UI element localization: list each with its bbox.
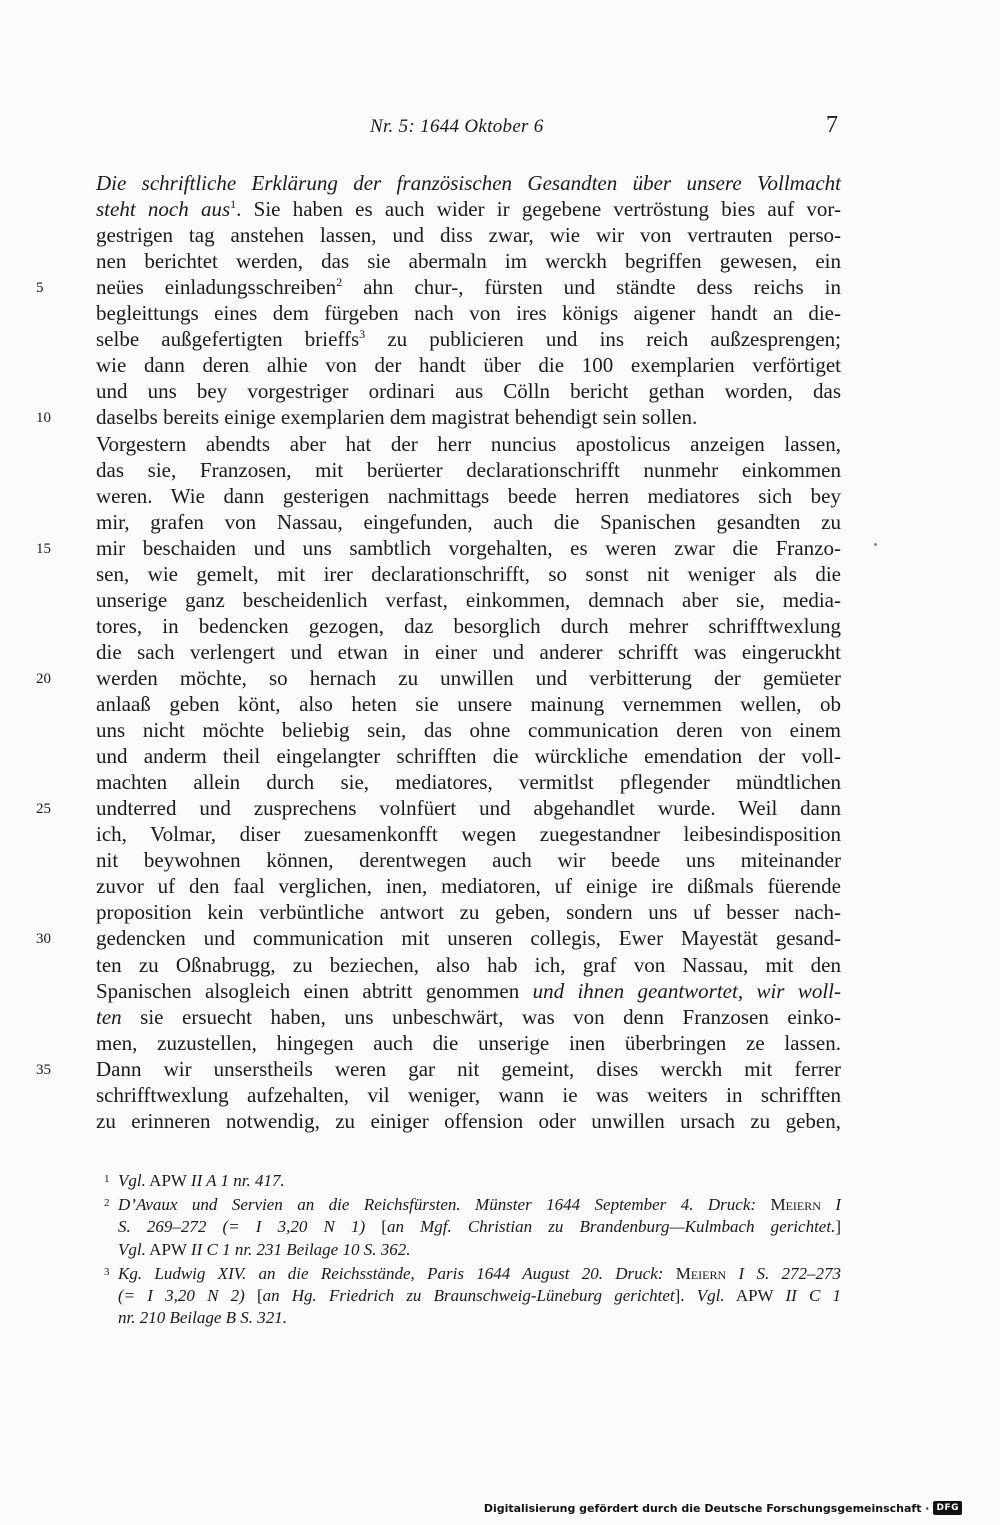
line-text: selbe außgefertigten brieffs$^3$ zu publicieren und ins reich außzesprengen;: [96, 327, 841, 352]
line-text: daselbs bereits einige exemplarien dem magistrat behendigt sein sollen.: [96, 405, 698, 430]
line-number: 5: [36, 280, 44, 297]
footnote-mark: 1: [104, 1173, 110, 1185]
line-text: Dann wir unserstheils weren gar nit gemeint, dises werckh mit ferrer: [96, 1056, 841, 1081]
footnote-mark: 2: [104, 1197, 110, 1210]
text-line: [0, 743, 1000, 769]
footnote-ref: 3: [359, 327, 366, 342]
line-text: mir beschaiden und uns sambtlich vorgehalten, es weren zwar die Franzo-: [96, 535, 841, 560]
line-text: nit beywohnen können, derentwegen auch wir beede uns miteinander: [96, 848, 841, 873]
text-line: [0, 925, 1000, 951]
line-text: machten allein durch sie, mediatores, vermitlst pflegender mündtlichen: [96, 770, 841, 795]
line-text: neües einladungsschreiben$^2$ ahn chur-, fürsten und ständte dess reichs in: [96, 275, 841, 300]
running-head: Nr. 5: 1644 Oktober 6: [370, 116, 544, 137]
line-text: weren. Wie dann gesterigen nachmittags beede herren mediatores sich bey: [96, 483, 841, 508]
text-line: [0, 431, 1000, 457]
line-text: zuvor uf den faal verglichen, inen, mediatoren, uf einige ire dißmals füerende: [96, 874, 841, 899]
line-number: 25: [36, 801, 51, 818]
line-number: 20: [36, 670, 51, 687]
line-text: begleittungs eines dem fürgeben nach von ires königs aigener handt an die-: [96, 301, 841, 326]
line-text: werden möchte, so hernach zu unwillen und verbitterung der gemüeter: [96, 665, 841, 690]
line-text: Vorgestern abendts aber hat der herr nuncius apostolicus anzeigen lassen,: [96, 431, 841, 456]
scan-artifact: [874, 543, 877, 546]
line-text: sen, wie gemelt, mit irer declarationschrifft, so sonst nit weniger als die: [96, 561, 841, 586]
footnote-line: [0, 1307, 1000, 1329]
text-line: [0, 639, 1000, 665]
line-text: men, zuzustellen, hingegen auch die unserige inen überbringen ze lassen.: [96, 1030, 841, 1055]
line-text: tores, in bedencken gezogen, daz besorglich durch mehrer schrifftwexlung: [96, 613, 841, 638]
text-line: [0, 587, 1000, 613]
line-text: gestrigen tag anstehen lassen, und diss zwar, wie wir von vertrauten perso-: [96, 223, 841, 248]
text-line: [0, 665, 1000, 691]
text-line: [0, 535, 1000, 561]
line-text: Spanischen alsogleich einen abtritt genommen und ihnen geantwortet, wir woll-: [96, 978, 841, 1003]
text-line: [0, 1004, 1000, 1030]
text-line: [0, 1082, 1000, 1108]
text-line: [0, 222, 1000, 248]
footnote-text: nr. 210 Beilage B S. 321.: [118, 1308, 288, 1328]
line-text: ten sie ersuecht haben, uns unbeschwärt, was von denn Franzosen einko-: [96, 1004, 841, 1029]
text-line: [0, 795, 1000, 821]
line-number: 35: [36, 1061, 51, 1078]
footnote-text: (= I 3,20 N 2) [an Hg. Friedrich zu Braunschweig-Lüneburg gerichtet]. Vgl. APW II C 1: [118, 1286, 841, 1305]
text-line: [0, 326, 1000, 352]
text-line: [0, 561, 1000, 587]
line-text: schrifftwexlung aufzehalten, vil weniger, wann ie was weiters in schrifften: [96, 1082, 841, 1107]
line-text: uns nicht möchte beliebig sein, das ohne communication deren von einem: [96, 718, 841, 743]
text-line: [0, 899, 1000, 925]
dfg-logo: DFG: [933, 1501, 962, 1515]
text-line: [0, 952, 1000, 978]
text-line: [0, 509, 1000, 535]
line-text: proposition kein verbüntliche antwort zu geben, sondern uns uf besser nach-: [96, 900, 841, 925]
text-line: [0, 1056, 1000, 1082]
footnote-line: [0, 1263, 1000, 1285]
text-line: [0, 1108, 1000, 1134]
line-text: wie dann deren alhie von der handt über die 100 exemplarien verförtiget: [96, 353, 841, 378]
text-line: [0, 717, 1000, 743]
text-line: [0, 248, 1000, 274]
footnote-ref: 1: [230, 197, 237, 212]
footnote-ref: 2: [336, 275, 343, 290]
footnote-text: Vgl. APW II A 1 nr. 417.: [118, 1171, 285, 1190]
text-line: [0, 170, 1000, 196]
line-text: Die schriftliche Erklärung der französischen Gesandten über unsere Vollmacht: [96, 171, 841, 195]
footnote-mark: 3: [104, 1265, 110, 1278]
text-line: [0, 769, 1000, 795]
footnote-text: Vgl. APW II C 1 nr. 231 Beilage 10 S. 362.: [118, 1239, 411, 1259]
line-number: 30: [36, 931, 51, 948]
text-line: [0, 300, 1000, 326]
line-text: das sie, Franzosen, mit berüerter declarationschrifft nunmehr einkommen: [96, 457, 841, 482]
line-text: ich, Volmar, diser zuesamenkonfft wegen zuegestandner leibesindisposition: [96, 822, 841, 847]
line-text: ten zu Oßnabrugg, zu beziechen, also hab ich, graf von Nassau, mit den: [96, 952, 841, 977]
text-line: [0, 404, 1000, 430]
text-line: [0, 613, 1000, 639]
line-text: die sach verlengert und etwan in einer und anderer schrifft was eingeruckht: [96, 639, 841, 664]
line-text: und uns bey vorgestriger ordinari aus Cölln bericht gethan worden, das: [96, 379, 841, 404]
footnote-line: [0, 1194, 1000, 1216]
text-line: [0, 873, 1000, 899]
page-header: [0, 112, 1000, 142]
text-line: [0, 821, 1000, 847]
page-number: 7: [826, 112, 838, 138]
line-number: 10: [36, 410, 51, 427]
footnote-text: S. 269–272 (= I 3,20 N 1) [an Mgf. Christian zu Brandenburg—Kulmbach gerichtet.]: [118, 1217, 841, 1237]
text-line: [0, 691, 1000, 717]
text-line: [0, 196, 1000, 222]
line-text: und anderm theil eingelangter schrifften die würckliche emendation der voll-: [96, 744, 841, 769]
funding-credit-text: Digitalisierung gefördert durch die Deutsche Forschungsgemeinschaft ·: [483, 1501, 930, 1515]
line-text: anlaaß geben könt, also heten sie unsere mainung vernemmen wellen, ob: [96, 692, 841, 716]
footnote-text: D’Avaux und Servien an die Reichsfürsten. Münster 1644 September 4. Druck: Meiern I: [118, 1195, 841, 1215]
text-line: [0, 483, 1000, 509]
funding-credit: [484, 1499, 962, 1517]
line-text: undterred und zusprechens volnfüert und abgehandlet wurde. Weil dann: [96, 796, 841, 821]
line-text: gedencken und communication mit unseren collegis, Ewer Mayestät gesand-: [96, 926, 841, 951]
text-line: [0, 457, 1000, 483]
text-line: [0, 978, 1000, 1004]
line-text: nen berichtet werden, das sie abermaln im werckh begriffen gewesen, ein: [96, 249, 841, 274]
footnote-line: [0, 1239, 1000, 1261]
line-text: zu erinneren notwendig, zu einiger offension oder unwillen ursach zu geben,: [96, 1108, 841, 1133]
text-line: [0, 1030, 1000, 1056]
line-text: mir, grafen von Nassau, eingefunden, auch die Spanischen gesandten zu: [96, 509, 841, 534]
line-text: steht noch aus$^1$. Sie haben es auch wider ir gegebene vertröstung bies auf vor-: [96, 197, 841, 222]
footnote-line: [0, 1285, 1000, 1307]
text-line: [0, 847, 1000, 873]
footnote-line: [0, 1170, 1000, 1192]
text-line: [0, 352, 1000, 378]
line-number: 15: [36, 540, 51, 557]
footnote-line: [0, 1216, 1000, 1238]
footnote-text: Kg. Ludwig XIV. an die Reichsstände, Paris 1644 August 20. Druck: Meiern I S. 272–273: [118, 1263, 841, 1283]
text-line: [0, 274, 1000, 300]
line-text: unserige ganz bescheidenlich verfast, einkommen, demnach aber sie, media-: [96, 587, 841, 612]
text-line: [0, 378, 1000, 404]
